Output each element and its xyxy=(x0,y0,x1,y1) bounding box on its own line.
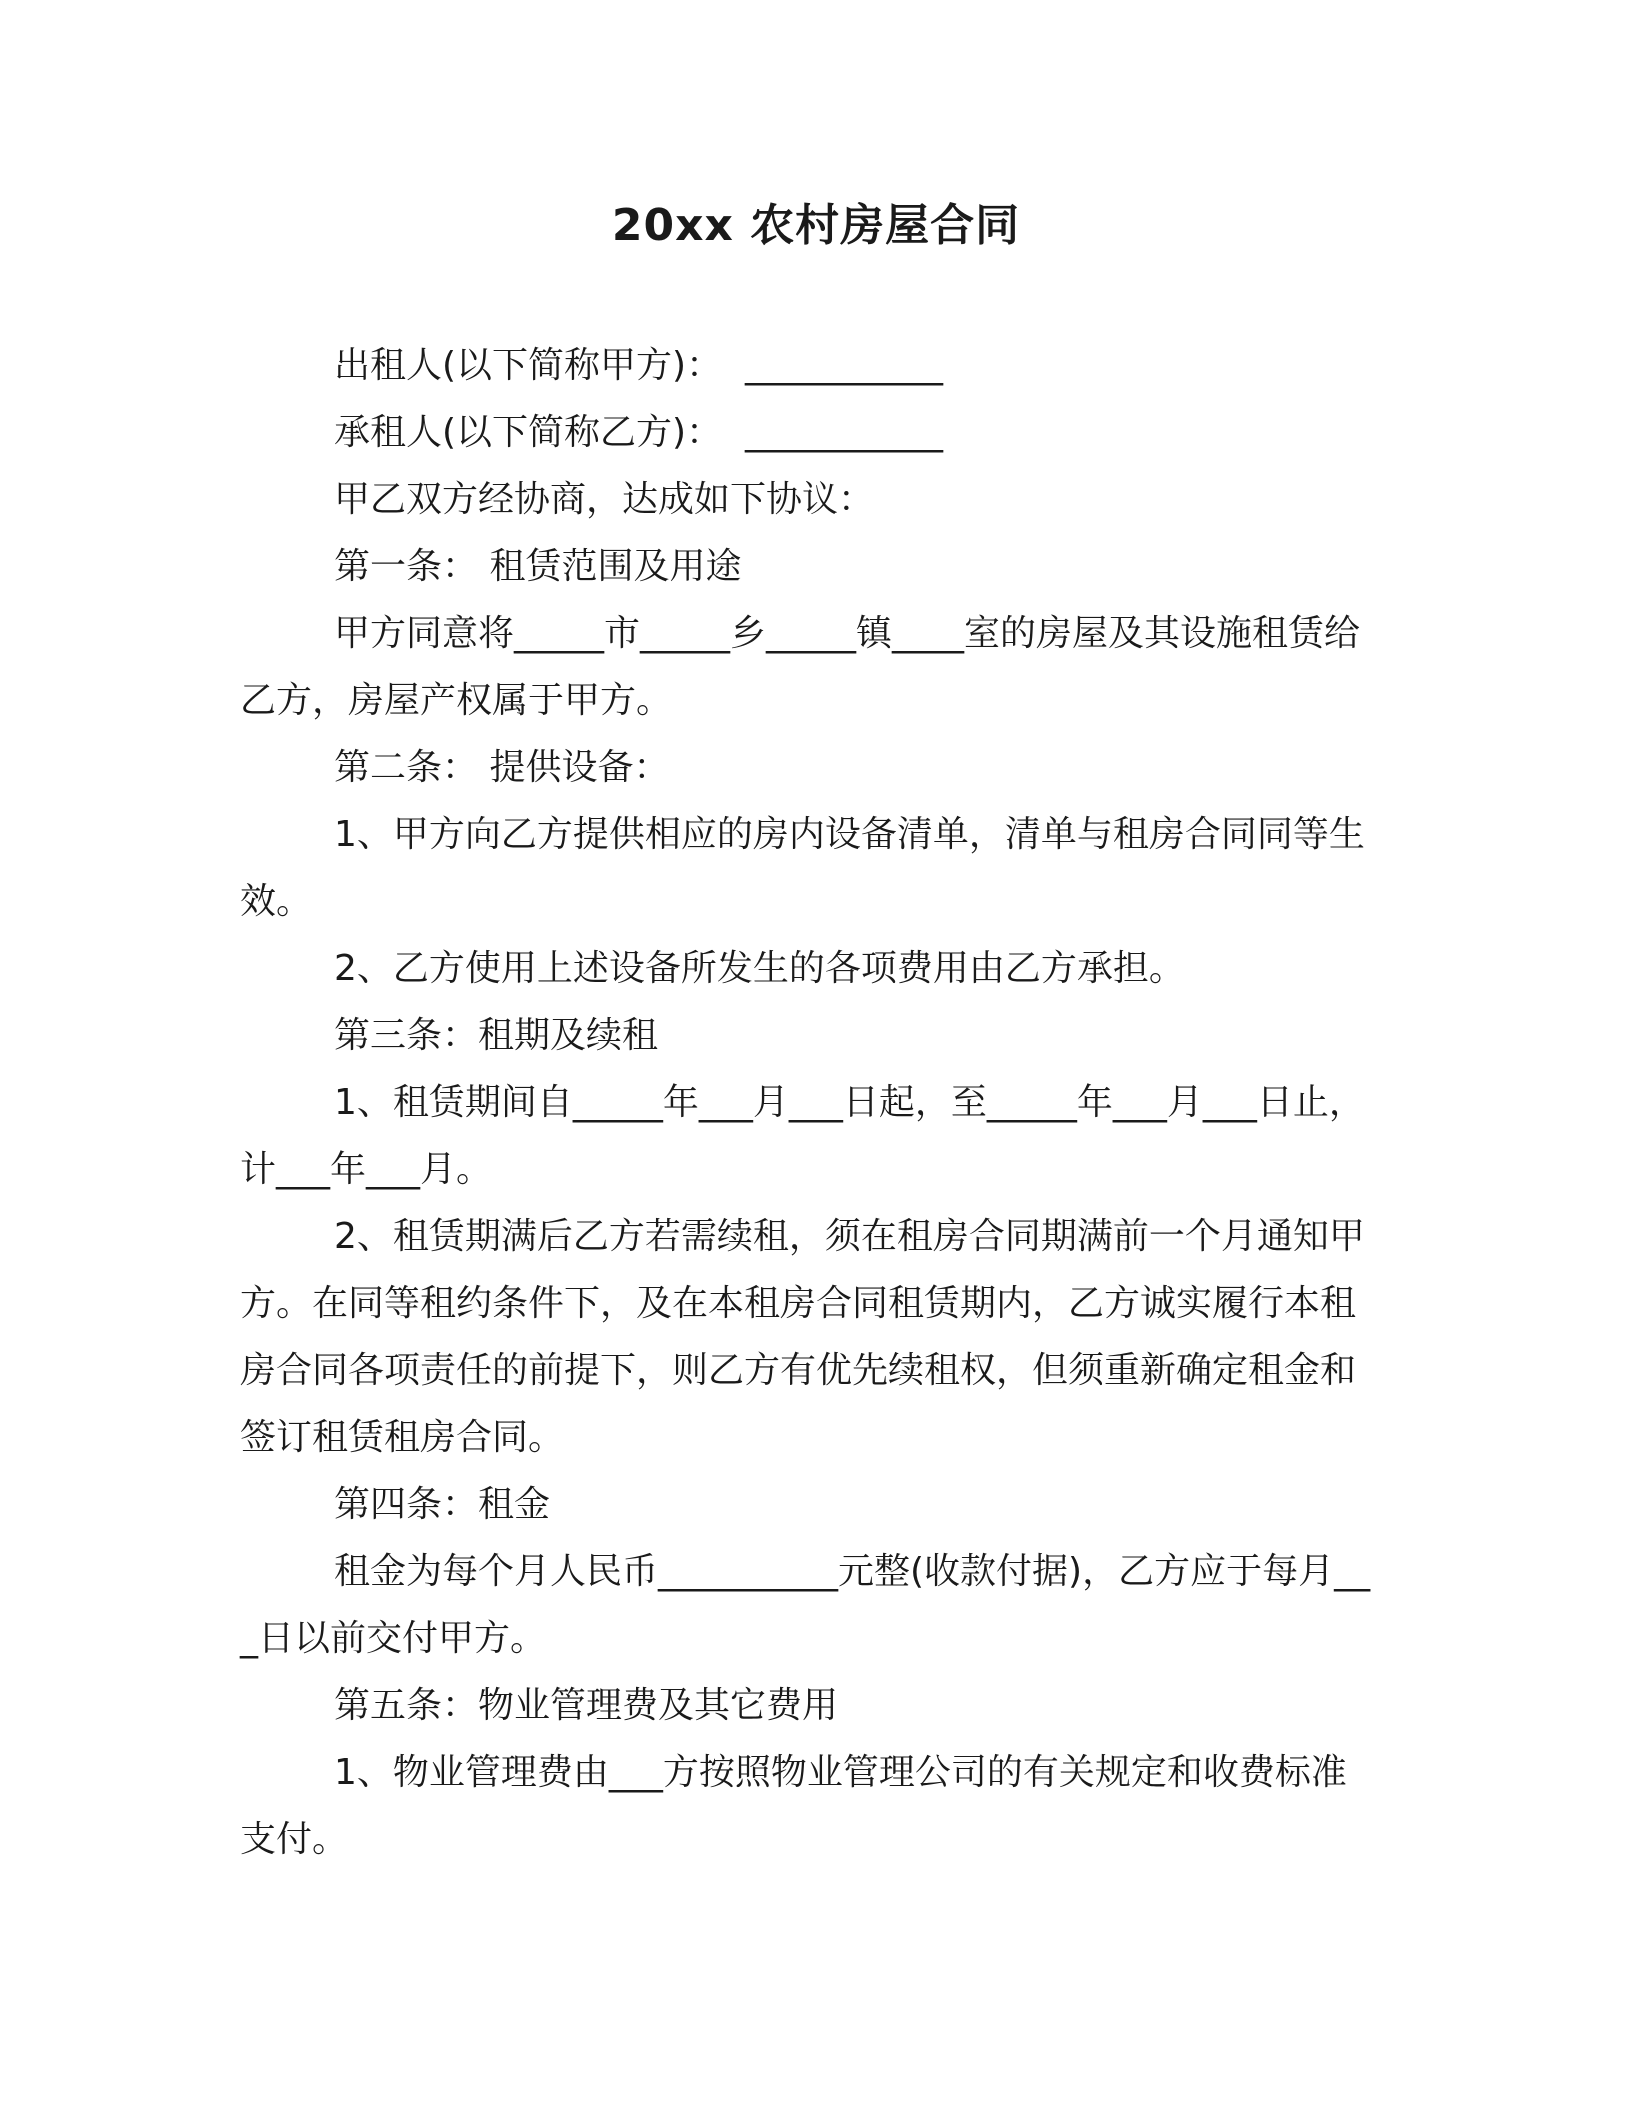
article-5-item-1: 1、物业管理费由___方按照物业管理公司的有关规定和收费标准支付。 xyxy=(240,1752,1347,1860)
article-4-heading: 第四条：租金 xyxy=(334,1484,551,1525)
article-2-heading: 第二条： 提供设备： xyxy=(334,747,670,788)
agreement-intro: 甲乙双方经协商，达成如下协议： xyxy=(334,479,875,520)
lessee-line: 承租人(以下简称乙方)： ___________ xyxy=(334,412,943,453)
lessor-line: 出租人(以下简称甲方)： ___________ xyxy=(334,345,943,386)
article-3-heading: 第三条：租期及续租 xyxy=(334,1015,659,1056)
article-3-item-1: 1、租赁期间自_____年___月___日起，至_____年___月___日止，计___年___月。 xyxy=(240,1082,1365,1190)
article-2-item-2: 2、乙方使用上述设备所发生的各项费用由乙方承担。 xyxy=(334,948,1185,989)
article-5-heading: 第五条：物业管理费及其它费用 xyxy=(334,1685,839,1726)
article-3-item-2: 2、租赁期满后乙方若需续租，须在租房合同期满前一个月通知甲方。在同等租约条件下，及在本租房合同租赁期内，乙方诚实履行本租房合同各项责任的前提下，则乙方有优先续租权，但须重新确定租金和签订租赁租房合同。 xyxy=(240,1216,1365,1458)
article-1-heading: 第一条： 租赁范围及用途 xyxy=(334,546,742,587)
article-1-text: 甲方同意将_____市_____乡_____镇____室的房屋及其设施租赁给乙方，房屋产权属于甲方。 xyxy=(240,613,1361,721)
document-body xyxy=(240,332,1380,1873)
article-2-item-1: 1、甲方向乙方提供相应的房内设备清单，清单与租房合同同等生效。 xyxy=(240,814,1365,922)
article-4-text: 租金为每个月人民币__________元整(收款付据)，乙方应于每月___日以前交付甲方。 xyxy=(240,1551,1371,1659)
document-title: 20xx 农村房屋合同 xyxy=(611,200,1021,251)
